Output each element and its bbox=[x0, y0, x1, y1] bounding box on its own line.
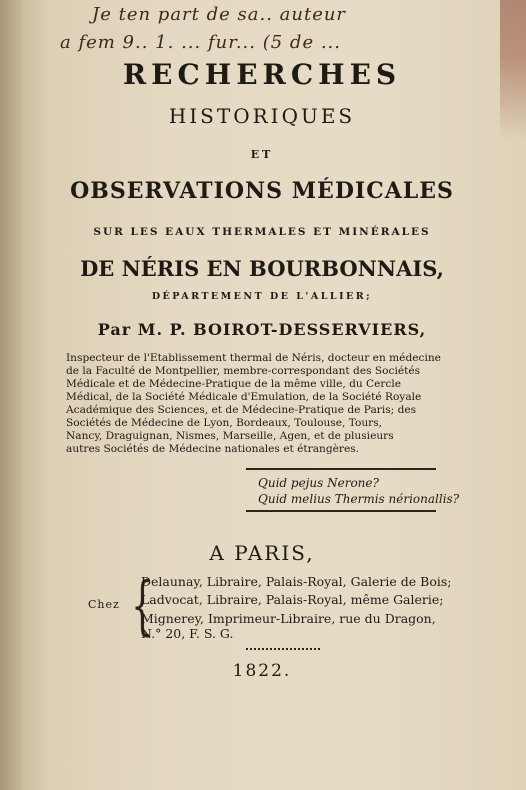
brace-glyph: { bbox=[131, 569, 154, 643]
publisher-line: Mignerey, Imprimeur-Libraire, rue du Dragon, bbox=[141, 611, 436, 626]
credential-line: Médicale et de Médecine-Pratique de la même ville, du Cercle bbox=[66, 378, 402, 390]
title-observations: OBSERVATIONS MÉDICALES bbox=[70, 178, 454, 204]
title-historiques: HISTORIQUES bbox=[168, 104, 356, 128]
publisher-line: Ladvocat, Libraire, Palais-Royal, même Galerie; bbox=[141, 592, 444, 607]
subtitle-eaux: SUR LES EAUX THERMALES ET MINÉRALES bbox=[93, 226, 431, 238]
subtitle-departement: DÉPARTEMENT DE L'ALLIER; bbox=[151, 291, 373, 302]
epigraph-top-rule bbox=[246, 468, 436, 470]
page-edge-stain bbox=[500, 0, 526, 140]
book-gutter bbox=[0, 0, 22, 790]
author-credentials bbox=[66, 352, 442, 456]
credential-line: Académique des Sciences, et de Médecine-Pratique de Paris; des bbox=[66, 404, 417, 416]
imprint-city: A PARIS, bbox=[209, 541, 315, 565]
title-recherches: RECHERCHES bbox=[122, 58, 402, 91]
credential-line: Nancy, Draguignan, Nismes, Marseille, Agen, et de plusieurs bbox=[66, 430, 394, 442]
imprint-year: 1822. bbox=[232, 661, 292, 681]
imprint-chez: Chez bbox=[88, 598, 120, 611]
handwritten-inscription-line2: a fem 9.. 1. ... fur... (5 de ... bbox=[60, 32, 341, 53]
credential-line: Inspecteur de l'Etablissement thermal de Néris, docteur en médecine bbox=[66, 352, 441, 364]
credential-line: Médical, de la Société Médicale d'Emulation, de la Société Royale bbox=[66, 391, 422, 403]
publisher-line: Delaunay, Libraire, Palais-Royal, Galerie de Bois; bbox=[141, 574, 452, 589]
title-et: ET bbox=[250, 148, 274, 161]
epigraph-bottom-rule bbox=[246, 510, 436, 512]
credential-line: Sociétés de Médecine de Lyon, Bordeaux, Toulouse, Tours, bbox=[66, 417, 383, 429]
handwritten-inscription-line1: Je ten part de sa.. auteur bbox=[92, 4, 347, 25]
publisher-line: N.° 20, F. S. G. bbox=[141, 626, 234, 641]
epigraph-line2: Quid melius Thermis nérionallis? bbox=[258, 492, 460, 506]
credential-line: de la Faculté de Montpellier, membre-correspondant des Sociétés bbox=[66, 365, 421, 377]
credential-line: autres Sociétés de Médecine nationales et étrangères. bbox=[66, 443, 360, 455]
author-line: Par M. P. BOIROT-DESSERVIERS, bbox=[97, 320, 427, 339]
dotted-rule bbox=[246, 648, 320, 650]
epigraph-line1: Quid pejus Nerone? bbox=[258, 476, 379, 490]
title-neris: DE NÉRIS EN BOURBONNAIS, bbox=[80, 256, 444, 281]
